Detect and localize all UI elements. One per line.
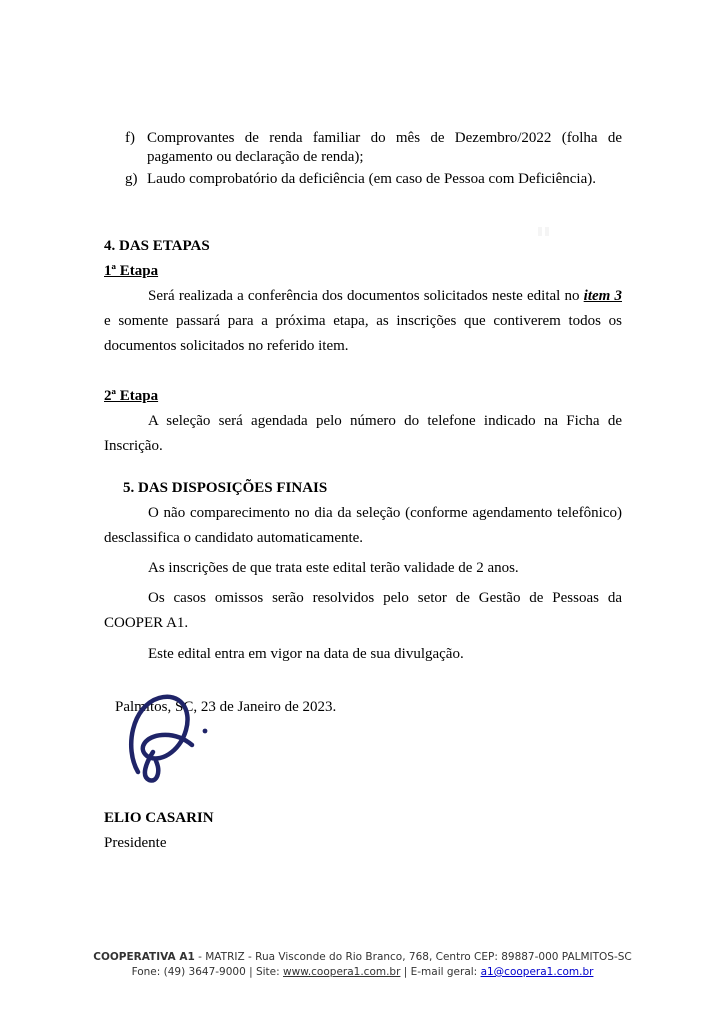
etapa2-paragraph: A seleção será agendada pelo número do telefone indicado na Ficha de Inscrição. xyxy=(104,413,622,454)
footer-email-link[interactable]: a1@coopera1.com.br xyxy=(480,966,594,978)
footer-address: - MATRIZ - Rua Visconde do Rio Branco, 768, Centro CEP: 89887-000 PALMITOS-SC xyxy=(194,951,632,963)
section5-paragraph-4: Este edital entra em vigor na data de sua divulgação. xyxy=(148,646,464,662)
footer-line-1 xyxy=(0,950,725,965)
footer-email-label: | E-mail geral: xyxy=(400,966,481,978)
list-item-f xyxy=(104,129,622,167)
item-3-reference: item 3 xyxy=(583,288,622,304)
document-body xyxy=(104,0,622,856)
scan-artifact xyxy=(538,227,552,236)
list-marker-f: f) xyxy=(125,130,135,146)
page-footer xyxy=(0,950,725,980)
section5-heading: 5. DAS DISPOSIÇÕES FINAIS xyxy=(123,480,328,496)
section5-paragraph-3: Os casos omissos serão resolvidos pelo setor de Gestão de Pessoas da COOPER A1. xyxy=(104,590,622,631)
etapa1-paragraph xyxy=(104,284,622,359)
footer-company-name: COOPERATIVA A1 xyxy=(93,951,195,963)
footer-line-2 xyxy=(0,965,725,980)
etapa2-heading: 2ª Etapa xyxy=(104,388,159,404)
list-marker-g: g) xyxy=(125,171,138,187)
list-text-g: Laudo comprobatório da deficiência (em caso de Pessoa com Deficiência). xyxy=(147,171,596,187)
section5-paragraph-1: O não comparecimento no dia da seleção (conforme agendamento telefônico) desclassifica o candidato automaticamente. xyxy=(104,505,622,546)
footer-phone: Fone: (49) 3647-9000 | Site: xyxy=(131,966,284,978)
list-text-f: Comprovantes de renda familiar do mês de Dezembro/2022 (folha de pagamento ou declaração de renda); xyxy=(147,130,622,165)
signatory-title: Presidente xyxy=(104,835,167,851)
footer-site-link[interactable]: www.coopera1.com.br xyxy=(283,966,401,978)
section4-heading: 4. DAS ETAPAS xyxy=(104,238,210,254)
list-item-g xyxy=(104,170,622,189)
etapa1-text-after: e somente passará para a próxima etapa, as inscrições que contiverem todos os documentos solicitados no referido item. xyxy=(104,313,622,354)
dateline: Palmitos, SC, 23 de Janeiro de 2023. xyxy=(115,699,337,715)
etapa1-heading: 1ª Etapa xyxy=(104,263,159,279)
signatory-name: ELIO CASARIN xyxy=(104,810,214,826)
section5-paragraph-2: As inscrições de que trata este edital terão validade de 2 anos. xyxy=(148,560,519,576)
etapa1-text-before: Será realizada a conferência dos documentos solicitados neste edital no xyxy=(148,288,584,304)
